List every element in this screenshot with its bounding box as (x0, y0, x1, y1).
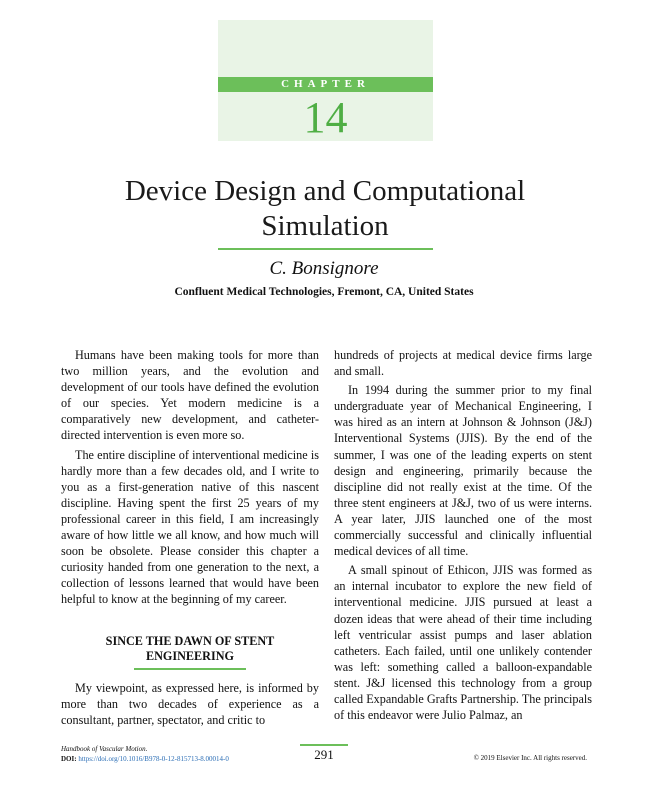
paragraph: The entire discipline of interventional medicine is hardly more than a few decades old, and I write to you as a first-generation native of this nascent discipline. Having spent the first 25 years of my professional career in this field, I am increasingly aware of how little we all know, and how much will soon be obsolete. Please consider this chapter a curiosity handed from one generation to the next, a collection of lessons learned that would have been helpful to know at the beginning of my career. (61, 447, 319, 607)
section-rule (134, 668, 246, 670)
right-column (334, 347, 592, 723)
chapter-title: Device Design and Computational Simulation (124, 175, 526, 242)
paragraph: Humans have been making tools for more than two million years, and the evolution and development of our tools have defined the evolution of our species. Yet modern medicine is a comparatively new development, and catheter-directed intervention is even more so. (61, 348, 319, 443)
author-name: C. Bonsignore (269, 258, 379, 279)
paragraph-continuation: hundreds of projects at medical device firms large and small. (334, 348, 592, 379)
footer-citation (61, 744, 229, 764)
book-title: Handbook of Vascular Motion. (61, 745, 148, 753)
doi-line (61, 754, 229, 764)
paragraph: A small spinout of Ethicon, JJIS was formed as an internal incubator to explore the new field of interventional medicine. JJIS pursued at least a dozen ideas that were ahead of their time including left ventricular assist pumps and laser ablation catheters. Each failed, until one unlikely contender was left: something called a balloon-expandable stent. J&J licensed this technology from a group called Expandable Grafts Partnership. The principals of this endeavor were Julio Palmaz, an (334, 563, 592, 723)
left-column (61, 347, 319, 728)
chapter-banner (218, 20, 433, 141)
page-number: 291 (314, 747, 334, 762)
page-number-rule (300, 744, 348, 746)
title-rule (218, 248, 433, 250)
copyright: © 2019 Elsevier Inc. All rights reserved. (473, 754, 587, 762)
paragraph: My viewpoint, as expressed here, is informed by more than two decades of experience as a consultant, partner, spectator, and critic to (61, 680, 319, 727)
doi-link[interactable]: https://doi.org/10.1016/B978-0-12-815713-8.00014-0 (78, 755, 229, 763)
doi-label: DOI: (61, 755, 77, 763)
author-affiliation: Confluent Medical Technologies, Fremont, CA, United States (174, 286, 474, 298)
section-heading-text: SINCE THE DAWN OF STENT ENGINEERING (105, 633, 275, 663)
section-heading (61, 634, 319, 670)
chapter-label: CHAPTER (218, 77, 433, 92)
chapter-number: 14 (303, 93, 348, 142)
paragraph: In 1994 during the summer prior to my final undergraduate year of Mechanical Engineering, I was hired as an intern at Johnson & Johnson (J&J) Interventional Systems (JJIS). By the end of the summer, I was one of the leading experts on stent design and engineering, primarily because the discipline did not really exist at the time. Of the three stent engineers at J&J, two of us were interns. A year later, JJIS launched one of the most commercially successful and clinically influential medical devices of all time. (334, 383, 592, 559)
